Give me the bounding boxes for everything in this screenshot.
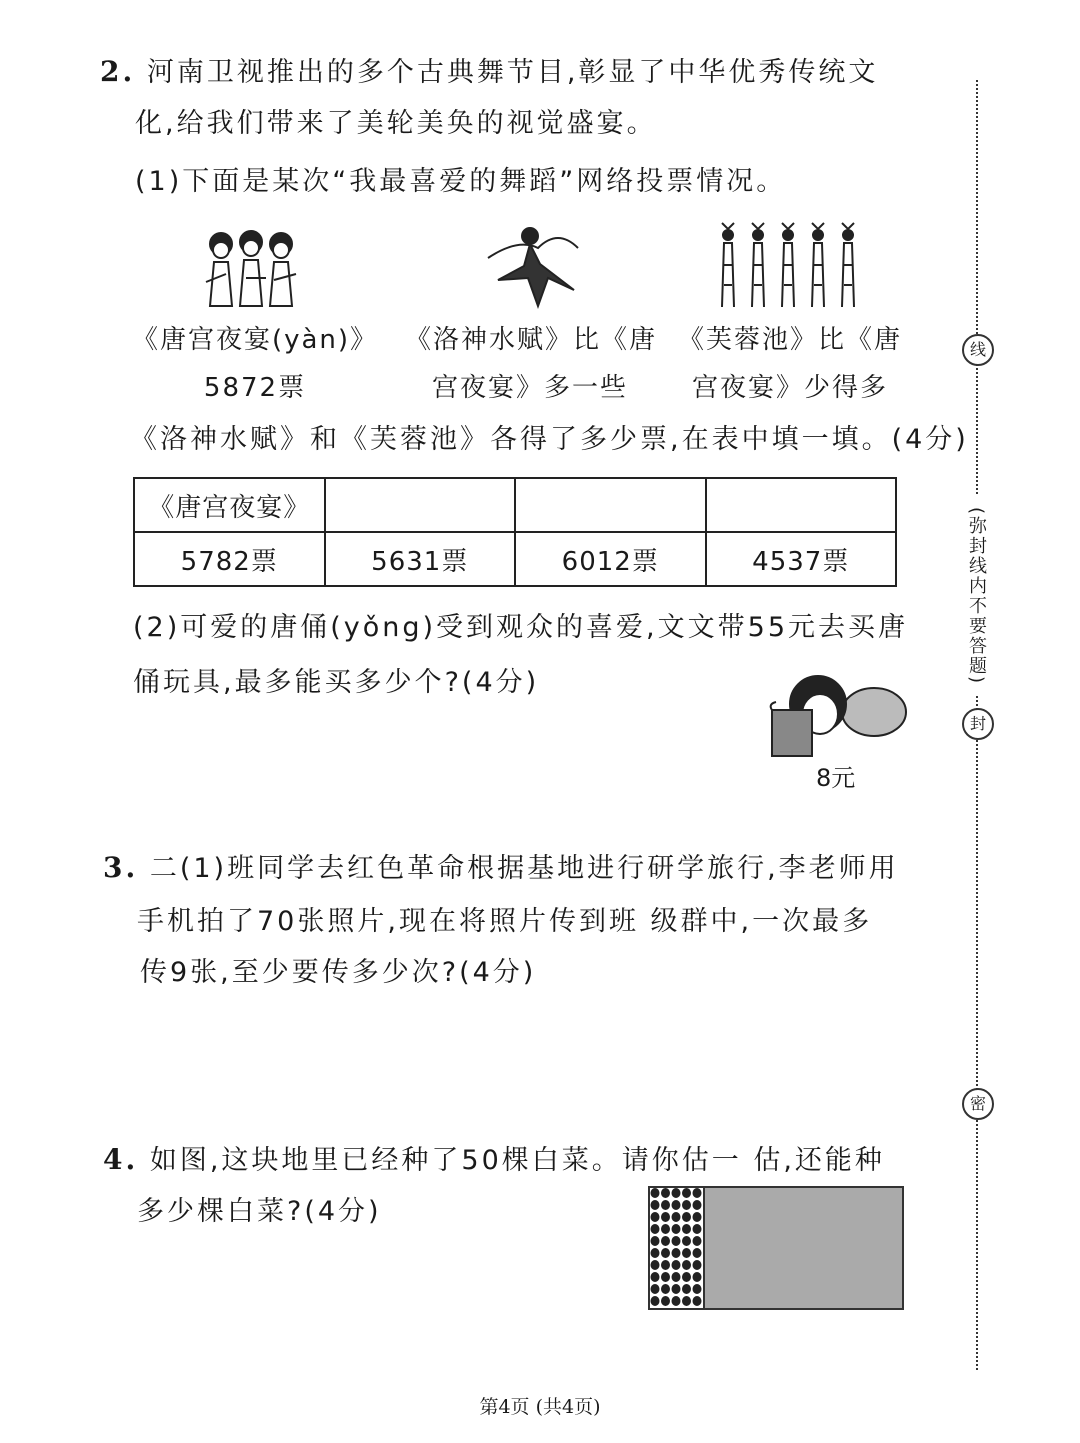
cabbage-icon: [651, 1296, 660, 1306]
cabbage-icon: [672, 1212, 681, 1222]
cabbage-icon: [651, 1272, 660, 1282]
question-number: 2.: [100, 55, 136, 88]
cabbage-icon: [672, 1248, 681, 1258]
seal-mark-top: 线: [962, 334, 994, 366]
cabbage-icon: [682, 1260, 691, 1270]
dance-caption-3-line2: 宫夜宴》少得多: [691, 373, 888, 403]
cabbage-icon: [672, 1224, 681, 1234]
q2-part2-line1: (2)可爱的唐俑(yǒng)受到观众的喜爱,文文带55元去买唐: [133, 612, 908, 643]
cabbage-icon: [672, 1272, 681, 1282]
cabbage-icon: [693, 1284, 702, 1294]
cabbage-icon: [693, 1296, 702, 1306]
cabbage-icon: [661, 1200, 670, 1210]
cabbage-icon: [672, 1260, 681, 1270]
dance-caption-2-line2: 宫夜宴》多一些: [431, 373, 628, 403]
cabbage-icon: [693, 1212, 702, 1222]
table-header-cell: 《唐宫夜宴》: [134, 478, 325, 532]
cabbage-icon: [693, 1248, 702, 1258]
cabbage-icon: [693, 1236, 702, 1246]
cabbage-icon: [651, 1260, 660, 1270]
tang-figurine-toy-illustration: [764, 668, 909, 760]
cabbage-icon: [661, 1260, 670, 1270]
cabbage-icon: [661, 1188, 670, 1198]
cabbage-icon: [661, 1272, 670, 1282]
cabbage-icon: [651, 1248, 660, 1258]
cabbage-icon: [651, 1284, 660, 1294]
table-answer-cell[interactable]: [515, 478, 706, 532]
vote-table: [133, 477, 897, 587]
cabbage-icon: [682, 1236, 691, 1246]
q2-intro-line2: 化,给我们带来了美轮美奂的视觉盛宴。: [135, 108, 657, 139]
q4-line1-text: 如图,这块地里已经种了50棵白菜。请你估一 估,还能种: [149, 1145, 885, 1176]
dance-caption-1-line1: 《唐宫夜宴(yàn)》: [131, 325, 379, 355]
cabbage-icon: [672, 1200, 681, 1210]
dance-caption-1-line2: 5872票: [203, 373, 307, 403]
tang-palace-dancers-illustration: [196, 222, 306, 310]
q4-line-1: [103, 1140, 885, 1181]
q3-line-1: [103, 848, 899, 889]
q2-part1-title: (1)下面是某次“我最喜爱的舞蹈”网络投票情况。: [135, 166, 787, 197]
cabbage-icon: [693, 1224, 702, 1234]
page-footer: 第4页 (共4页): [479, 1396, 601, 1418]
cabbage-icon: [693, 1260, 702, 1270]
table-value-cell: 5782票: [134, 532, 325, 586]
table-value-cell: 4537票: [706, 532, 897, 586]
cabbage-icon: [661, 1212, 670, 1222]
table-value-cell: 5631票: [325, 532, 516, 586]
cabbage-icon: [651, 1188, 660, 1198]
cabbage-icon: [661, 1284, 670, 1294]
cabbage-icon: [693, 1272, 702, 1282]
cabbage-icon: [651, 1236, 660, 1246]
cabbage-icon: [682, 1248, 691, 1258]
cabbage-icon: [661, 1224, 670, 1234]
cabbage-icon: [693, 1200, 702, 1210]
cabbage-icon: [651, 1212, 660, 1222]
luoshen-dancer-illustration: [478, 218, 583, 310]
cabbage-icon: [682, 1284, 691, 1294]
cabbage-icon: [682, 1212, 691, 1222]
table-answer-cell[interactable]: [325, 478, 516, 532]
cabbage-icon: [672, 1296, 681, 1306]
cabbage-icon: [672, 1188, 681, 1198]
furong-pool-dancers-illustration: [714, 215, 864, 311]
cabbage-icon: [682, 1200, 691, 1210]
cabbage-icon: [672, 1284, 681, 1294]
table-row: [134, 532, 896, 586]
cabbage-icon: [682, 1296, 691, 1306]
q3-line1-text: 二(1)班同学去红色革命根据基地进行研学旅行,李老师用: [149, 853, 899, 884]
cabbage-icon: [651, 1224, 660, 1234]
toy-price: 8元: [816, 764, 856, 792]
q2-line-1: [100, 52, 878, 93]
q4-line2: 多少棵白菜?(4分): [137, 1196, 382, 1227]
seal-mark-middle: 封: [962, 708, 994, 740]
cabbage-icon: [661, 1236, 670, 1246]
cabbage-icon: [682, 1224, 691, 1234]
dance-caption-2-line1: 《洛神水赋》比《唐: [405, 325, 658, 355]
cabbage-icon: [661, 1296, 670, 1306]
cabbage-icon: [651, 1200, 660, 1210]
cabbage-icon: [672, 1236, 681, 1246]
dance-caption-3-line1: 《芙蓉池》比《唐: [677, 325, 902, 355]
cabbage-icon: [682, 1188, 691, 1198]
q2-part1-question: 《洛神水赋》和《芙蓉池》各得了多少票,在表中填一填。(4分): [130, 424, 969, 455]
table-value-cell: 6012票: [515, 532, 706, 586]
cabbage-icon: [661, 1248, 670, 1258]
cabbage-icon: [682, 1272, 691, 1282]
cabbage-icon: [693, 1188, 702, 1198]
q3-line3: 传9张,至少要传多少次?(4分): [140, 957, 537, 988]
seal-line-note: (弥封线内不要答题): [958, 496, 994, 696]
q3-line2: 手机拍了70张照片,现在将照片传到班 级群中,一次最多: [137, 906, 873, 937]
question-number: 3.: [103, 851, 139, 884]
table-row: [134, 478, 896, 532]
cabbage-field-figure: [648, 1186, 904, 1310]
q2-part2-line2: 俑玩具,最多能买多少个?(4分): [133, 667, 540, 698]
seal-mark-bottom: 密: [962, 1088, 994, 1120]
table-answer-cell[interactable]: [706, 478, 897, 532]
q2-intro-line1: 河南卫视推出的多个古典舞节目,彰显了中华优秀传统文: [146, 57, 879, 88]
question-number: 4.: [103, 1143, 139, 1176]
